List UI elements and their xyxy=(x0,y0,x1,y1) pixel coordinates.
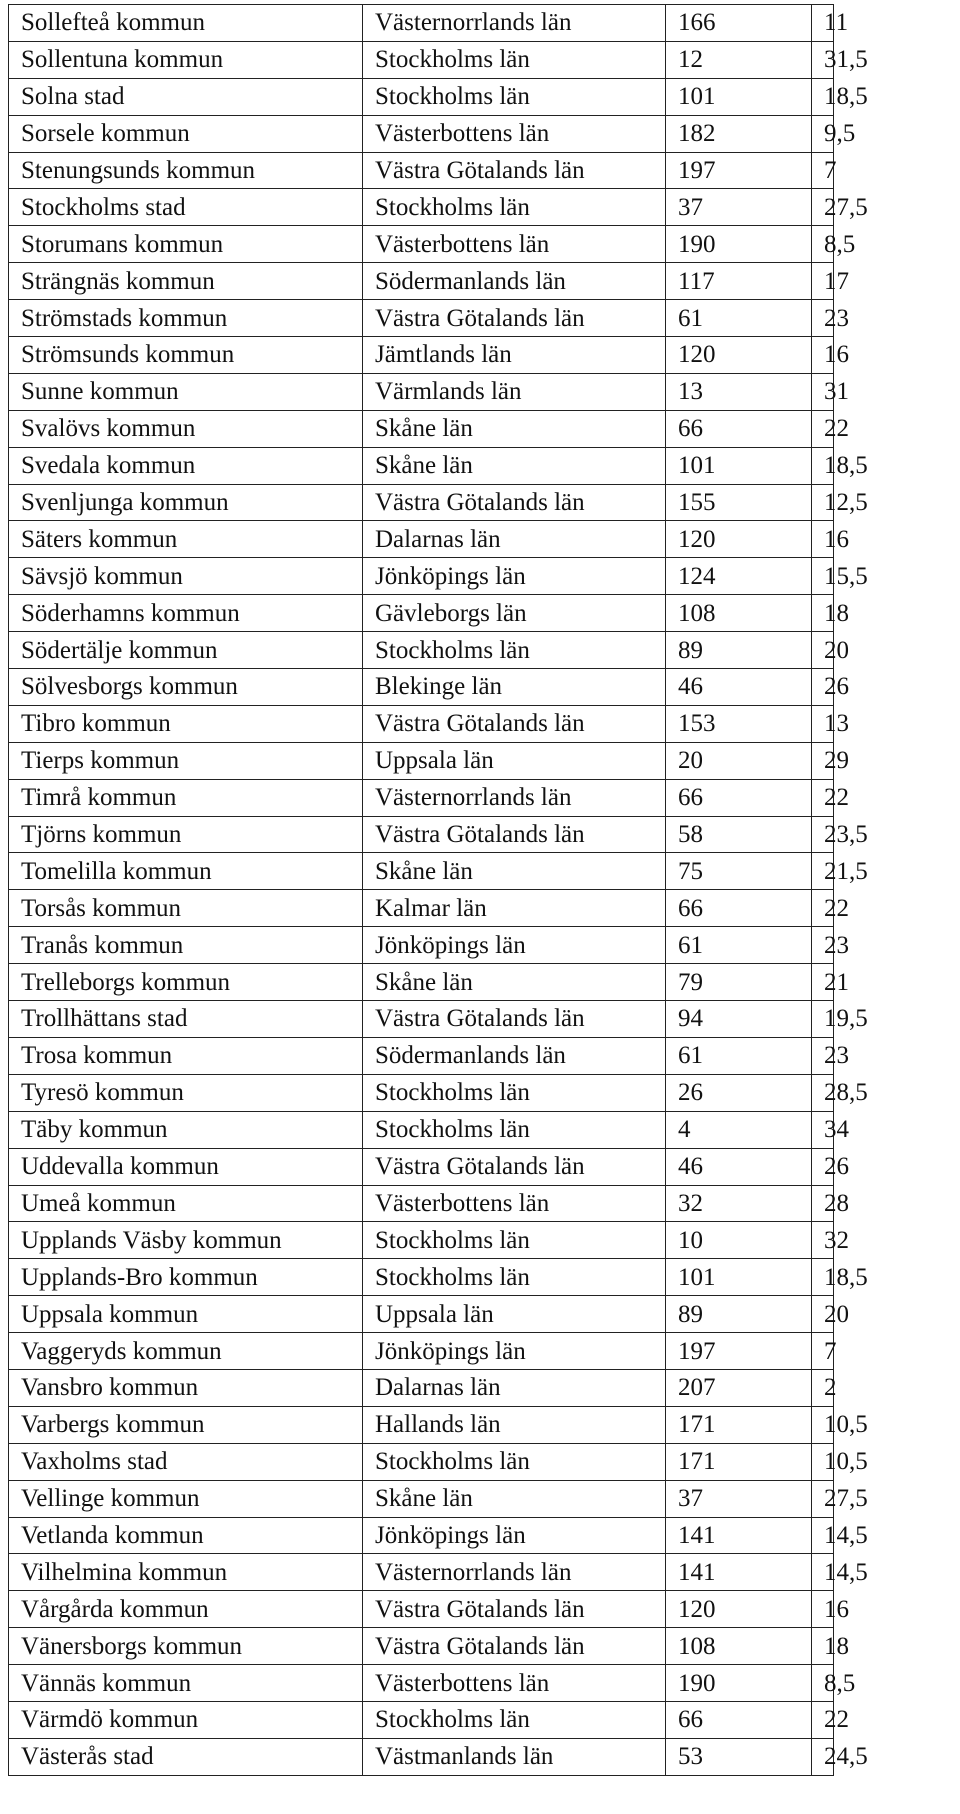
county-cell: Stockholms län xyxy=(363,1701,666,1738)
municipality-cell: Trelleborgs kommun xyxy=(9,964,363,1001)
rank-cell: 4 xyxy=(666,1111,812,1148)
table-row xyxy=(9,410,834,447)
county-cell: Västerbottens län xyxy=(363,115,666,152)
county-cell: Västernorrlands län xyxy=(363,1554,666,1591)
municipality-cell: Svenljunga kommun xyxy=(9,484,363,521)
county-cell: Jönköpings län xyxy=(363,927,666,964)
municipality-cell: Upplands Väsby kommun xyxy=(9,1222,363,1259)
rank-cell: 207 xyxy=(666,1369,812,1406)
score-cell: 32 xyxy=(812,1222,834,1259)
municipality-cell: Upplands-Bro kommun xyxy=(9,1259,363,1296)
rank-cell: 10 xyxy=(666,1222,812,1259)
municipality-cell: Västerås stad xyxy=(9,1738,363,1775)
county-cell: Kalmar län xyxy=(363,890,666,927)
score-cell: 21 xyxy=(812,964,834,1001)
rank-cell: 101 xyxy=(666,447,812,484)
county-cell: Stockholms län xyxy=(363,1222,666,1259)
score-cell: 21,5 xyxy=(812,853,834,890)
county-cell: Västra Götalands län xyxy=(363,1148,666,1185)
municipality-cell: Värmdö kommun xyxy=(9,1701,363,1738)
table-row xyxy=(9,705,834,742)
county-cell: Västra Götalands län xyxy=(363,300,666,337)
table-row xyxy=(9,1185,834,1222)
county-cell: Skåne län xyxy=(363,410,666,447)
rank-cell: 75 xyxy=(666,853,812,890)
municipality-cell: Torsås kommun xyxy=(9,890,363,927)
score-cell: 11 xyxy=(812,5,834,42)
rank-cell: 141 xyxy=(666,1517,812,1554)
table-row xyxy=(9,300,834,337)
municipality-cell: Vårgårda kommun xyxy=(9,1591,363,1628)
table-row xyxy=(9,1480,834,1517)
rank-cell: 66 xyxy=(666,779,812,816)
county-cell: Västra Götalands län xyxy=(363,152,666,189)
score-cell: 7 xyxy=(812,1333,834,1370)
table-row xyxy=(9,1333,834,1370)
table-row xyxy=(9,1001,834,1038)
score-cell: 20 xyxy=(812,1296,834,1333)
score-cell: 18 xyxy=(812,595,834,632)
municipality-cell: Tranås kommun xyxy=(9,927,363,964)
county-cell: Västerbottens län xyxy=(363,1185,666,1222)
county-cell: Gävleborgs län xyxy=(363,595,666,632)
table-row xyxy=(9,890,834,927)
municipality-cell: Storumans kommun xyxy=(9,226,363,263)
table-row xyxy=(9,558,834,595)
score-cell: 7 xyxy=(812,152,834,189)
rank-cell: 37 xyxy=(666,189,812,226)
municipality-cell: Söderhamns kommun xyxy=(9,595,363,632)
table-row xyxy=(9,1443,834,1480)
municipality-cell: Sunne kommun xyxy=(9,373,363,410)
rank-cell: 53 xyxy=(666,1738,812,1775)
county-cell: Västra Götalands län xyxy=(363,1628,666,1665)
municipality-cell: Umeå kommun xyxy=(9,1185,363,1222)
municipality-table xyxy=(8,4,868,1776)
municipality-cell: Solna stad xyxy=(9,78,363,115)
score-cell: 27,5 xyxy=(812,189,834,226)
municipality-cell: Vilhelmina kommun xyxy=(9,1554,363,1591)
score-cell: 18,5 xyxy=(812,78,834,115)
table-row xyxy=(9,1369,834,1406)
county-cell: Västerbottens län xyxy=(363,1665,666,1702)
table-row xyxy=(9,115,834,152)
score-cell: 23,5 xyxy=(812,816,834,853)
rank-cell: 46 xyxy=(666,1148,812,1185)
rank-cell: 89 xyxy=(666,632,812,669)
rank-cell: 32 xyxy=(666,1185,812,1222)
rank-cell: 26 xyxy=(666,1074,812,1111)
county-cell: Blekinge län xyxy=(363,669,666,706)
county-cell: Västra Götalands län xyxy=(363,816,666,853)
rank-cell: 155 xyxy=(666,484,812,521)
score-cell: 22 xyxy=(812,410,834,447)
rank-cell: 120 xyxy=(666,1591,812,1628)
table-row xyxy=(9,1074,834,1111)
county-cell: Södermanlands län xyxy=(363,1037,666,1074)
rank-cell: 12 xyxy=(666,41,812,78)
municipality-cell: Tibro kommun xyxy=(9,705,363,742)
score-cell: 22 xyxy=(812,890,834,927)
county-cell: Västra Götalands län xyxy=(363,705,666,742)
county-cell: Stockholms län xyxy=(363,1111,666,1148)
rank-cell: 37 xyxy=(666,1480,812,1517)
municipality-cell: Tomelilla kommun xyxy=(9,853,363,890)
score-cell: 28 xyxy=(812,1185,834,1222)
table-row xyxy=(9,1259,834,1296)
county-cell: Dalarnas län xyxy=(363,521,666,558)
table-row xyxy=(9,1517,834,1554)
score-cell: 31,5 xyxy=(812,41,834,78)
county-cell: Jönköpings län xyxy=(363,1333,666,1370)
municipality-cell: Strömsunds kommun xyxy=(9,337,363,374)
rank-cell: 171 xyxy=(666,1443,812,1480)
table-row xyxy=(9,853,834,890)
rank-cell: 61 xyxy=(666,1037,812,1074)
score-cell: 31 xyxy=(812,373,834,410)
county-cell: Skåne län xyxy=(363,964,666,1001)
county-cell: Stockholms län xyxy=(363,1259,666,1296)
table-row xyxy=(9,1222,834,1259)
table-row xyxy=(9,447,834,484)
county-cell: Västmanlands län xyxy=(363,1738,666,1775)
county-cell: Jönköpings län xyxy=(363,558,666,595)
county-cell: Stockholms län xyxy=(363,1074,666,1111)
score-cell: 9,5 xyxy=(812,115,834,152)
county-cell: Skåne län xyxy=(363,1480,666,1517)
municipality-cell: Tjörns kommun xyxy=(9,816,363,853)
county-cell: Jönköpings län xyxy=(363,1517,666,1554)
municipality-cell: Svalövs kommun xyxy=(9,410,363,447)
municipality-cell: Vaxholms stad xyxy=(9,1443,363,1480)
municipality-cell: Sorsele kommun xyxy=(9,115,363,152)
score-cell: 29 xyxy=(812,742,834,779)
table-row xyxy=(9,669,834,706)
score-cell: 19,5 xyxy=(812,1001,834,1038)
score-cell: 23 xyxy=(812,1037,834,1074)
rank-cell: 108 xyxy=(666,595,812,632)
table-row xyxy=(9,521,834,558)
county-cell: Dalarnas län xyxy=(363,1369,666,1406)
rank-cell: 171 xyxy=(666,1406,812,1443)
table-row xyxy=(9,927,834,964)
score-cell: 26 xyxy=(812,1148,834,1185)
county-cell: Uppsala län xyxy=(363,742,666,779)
table-row xyxy=(9,373,834,410)
municipality-cell: Vänersborgs kommun xyxy=(9,1628,363,1665)
rank-cell: 79 xyxy=(666,964,812,1001)
county-cell: Värmlands län xyxy=(363,373,666,410)
municipality-cell: Tyresö kommun xyxy=(9,1074,363,1111)
table-row xyxy=(9,484,834,521)
score-cell: 10,5 xyxy=(812,1406,834,1443)
rank-cell: 66 xyxy=(666,1701,812,1738)
municipality-cell: Vellinge kommun xyxy=(9,1480,363,1517)
rank-cell: 101 xyxy=(666,1259,812,1296)
table-row xyxy=(9,1738,834,1775)
rank-cell: 166 xyxy=(666,5,812,42)
score-cell: 14,5 xyxy=(812,1554,834,1591)
table-row xyxy=(9,1111,834,1148)
score-cell: 16 xyxy=(812,521,834,558)
score-cell: 18,5 xyxy=(812,1259,834,1296)
score-cell: 8,5 xyxy=(812,1665,834,1702)
county-cell: Skåne län xyxy=(363,447,666,484)
table-row xyxy=(9,337,834,374)
municipality-cell: Strömstads kommun xyxy=(9,300,363,337)
table-row xyxy=(9,1148,834,1185)
table-row xyxy=(9,816,834,853)
municipality-cell: Vännäs kommun xyxy=(9,1665,363,1702)
municipality-cell: Sollefteå kommun xyxy=(9,5,363,42)
table-row xyxy=(9,1701,834,1738)
rank-cell: 20 xyxy=(666,742,812,779)
municipality-cell: Sollentuna kommun xyxy=(9,41,363,78)
rank-cell: 117 xyxy=(666,263,812,300)
county-cell: Jämtlands län xyxy=(363,337,666,374)
rank-cell: 61 xyxy=(666,300,812,337)
county-cell: Stockholms län xyxy=(363,632,666,669)
table-row xyxy=(9,263,834,300)
municipality-cell: Strängnäs kommun xyxy=(9,263,363,300)
score-cell: 18,5 xyxy=(812,447,834,484)
score-cell: 8,5 xyxy=(812,226,834,263)
table-row xyxy=(9,595,834,632)
county-cell: Västra Götalands län xyxy=(363,1591,666,1628)
municipality-cell: Trosa kommun xyxy=(9,1037,363,1074)
score-cell: 2 xyxy=(812,1369,834,1406)
municipality-cell: Uddevalla kommun xyxy=(9,1148,363,1185)
table-row xyxy=(9,5,834,42)
rank-cell: 190 xyxy=(666,1665,812,1702)
rank-cell: 197 xyxy=(666,152,812,189)
table-row xyxy=(9,1037,834,1074)
score-cell: 14,5 xyxy=(812,1517,834,1554)
county-cell: Västra Götalands län xyxy=(363,1001,666,1038)
table-row xyxy=(9,152,834,189)
score-cell: 17 xyxy=(812,263,834,300)
municipality-cell: Vetlanda kommun xyxy=(9,1517,363,1554)
municipality-cell: Stenungsunds kommun xyxy=(9,152,363,189)
table-row xyxy=(9,964,834,1001)
rank-cell: 190 xyxy=(666,226,812,263)
rank-cell: 66 xyxy=(666,410,812,447)
score-cell: 15,5 xyxy=(812,558,834,595)
rank-cell: 153 xyxy=(666,705,812,742)
rank-cell: 61 xyxy=(666,927,812,964)
county-cell: Stockholms län xyxy=(363,189,666,226)
county-cell: Skåne län xyxy=(363,853,666,890)
municipality-cell: Täby kommun xyxy=(9,1111,363,1148)
municipality-cell: Vaggeryds kommun xyxy=(9,1333,363,1370)
rank-cell: 13 xyxy=(666,373,812,410)
municipality-cell: Varbergs kommun xyxy=(9,1406,363,1443)
table-row xyxy=(9,1628,834,1665)
rank-cell: 101 xyxy=(666,78,812,115)
score-cell: 16 xyxy=(812,1591,834,1628)
table-row xyxy=(9,1591,834,1628)
county-cell: Västerbottens län xyxy=(363,226,666,263)
score-cell: 27,5 xyxy=(812,1480,834,1517)
rank-cell: 120 xyxy=(666,337,812,374)
municipality-cell: Tierps kommun xyxy=(9,742,363,779)
county-cell: Södermanlands län xyxy=(363,263,666,300)
rank-cell: 66 xyxy=(666,890,812,927)
municipality-cell: Vansbro kommun xyxy=(9,1369,363,1406)
county-cell: Västernorrlands län xyxy=(363,779,666,816)
score-cell: 24,5 xyxy=(812,1738,834,1775)
municipality-cell: Stockholms stad xyxy=(9,189,363,226)
rank-cell: 141 xyxy=(666,1554,812,1591)
municipality-cell: Svedala kommun xyxy=(9,447,363,484)
municipality-cell: Säters kommun xyxy=(9,521,363,558)
score-cell: 22 xyxy=(812,779,834,816)
score-cell: 12,5 xyxy=(812,484,834,521)
score-cell: 23 xyxy=(812,927,834,964)
rank-cell: 182 xyxy=(666,115,812,152)
rank-cell: 108 xyxy=(666,1628,812,1665)
rank-cell: 124 xyxy=(666,558,812,595)
table-body xyxy=(9,5,868,1776)
table-row xyxy=(9,1554,834,1591)
table-row xyxy=(9,78,834,115)
table-row xyxy=(9,41,834,78)
municipality-cell: Uppsala kommun xyxy=(9,1296,363,1333)
score-cell: 23 xyxy=(812,300,834,337)
rank-cell: 94 xyxy=(666,1001,812,1038)
table-row xyxy=(9,779,834,816)
table-row xyxy=(9,742,834,779)
table-row xyxy=(9,1406,834,1443)
rank-cell: 58 xyxy=(666,816,812,853)
municipality-cell: Sävsjö kommun xyxy=(9,558,363,595)
county-cell: Stockholms län xyxy=(363,41,666,78)
table-row xyxy=(9,189,834,226)
county-cell: Uppsala län xyxy=(363,1296,666,1333)
municipality-cell: Trollhättans stad xyxy=(9,1001,363,1038)
score-cell: 10,5 xyxy=(812,1443,834,1480)
score-cell: 16 xyxy=(812,337,834,374)
score-cell: 18 xyxy=(812,1628,834,1665)
score-cell: 22 xyxy=(812,1701,834,1738)
rank-cell: 197 xyxy=(666,1333,812,1370)
municipality-cell: Timrå kommun xyxy=(9,779,363,816)
score-cell: 34 xyxy=(812,1111,834,1148)
county-cell: Stockholms län xyxy=(363,78,666,115)
score-cell: 26 xyxy=(812,669,834,706)
county-cell: Västra Götalands län xyxy=(363,484,666,521)
county-cell: Stockholms län xyxy=(363,1443,666,1480)
municipality-cell: Södertälje kommun xyxy=(9,632,363,669)
county-cell: Hallands län xyxy=(363,1406,666,1443)
table-row xyxy=(9,632,834,669)
table-row xyxy=(9,1296,834,1333)
municipality-cell: Sölvesborgs kommun xyxy=(9,669,363,706)
table-row xyxy=(9,1665,834,1702)
score-cell: 20 xyxy=(812,632,834,669)
score-cell: 28,5 xyxy=(812,1074,834,1111)
table-row xyxy=(9,226,834,263)
county-cell: Västernorrlands län xyxy=(363,5,666,42)
rank-cell: 46 xyxy=(666,669,812,706)
rank-cell: 120 xyxy=(666,521,812,558)
score-cell: 13 xyxy=(812,705,834,742)
rank-cell: 89 xyxy=(666,1296,812,1333)
